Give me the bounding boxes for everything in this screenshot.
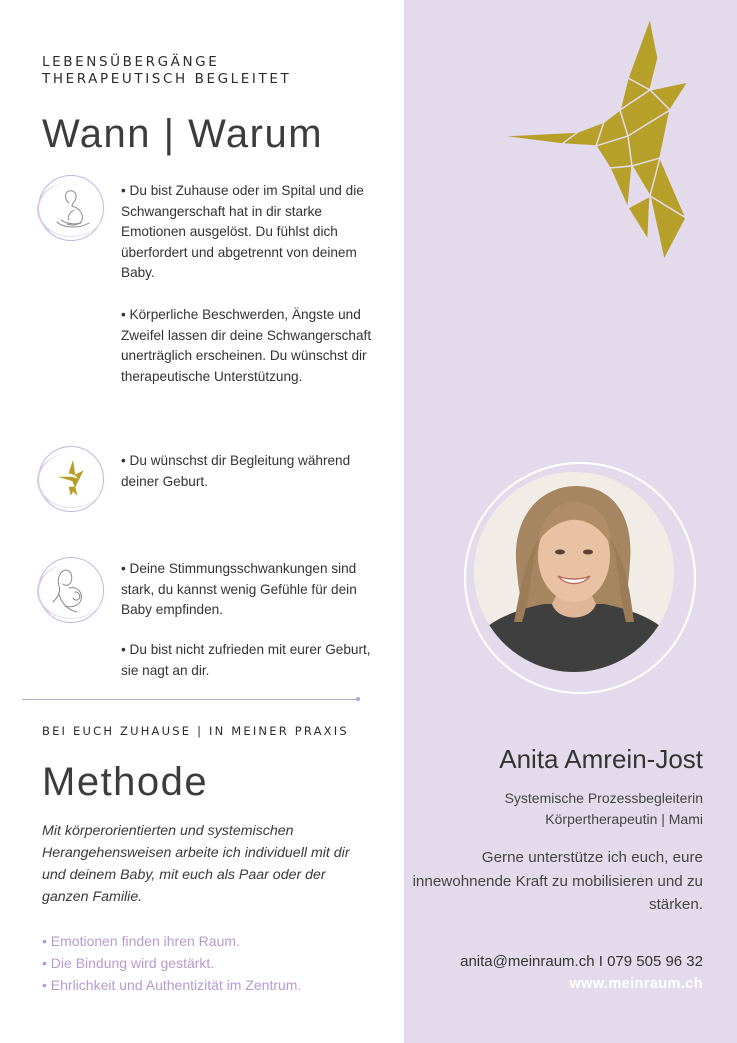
section-divider bbox=[22, 699, 358, 700]
website-link[interactable]: www.meinraum.ch bbox=[569, 976, 703, 992]
reason-2: • Körperliche Beschwerden, Ängste und Zweifel lassen dir deine Schwangerschaft unerträglich erscheinen. Du wünschst dir therapeutische Unterstützung. bbox=[121, 307, 372, 384]
method-description: Mit körperorientierten und systemischen Herangehensweisen arbeite ich individuell mit dir und deinem Baby, mit euch als Paar oder der ganzen Familie. bbox=[42, 823, 350, 905]
profile-role-2: Körpertherapeutin | Mami bbox=[545, 811, 703, 827]
reason-1: • Du bist Zuhause oder im Spital und die Schwangerschaft hat in dir starke Emotionen ausgelöst. Du fühlst dich überfordert und abgetrennt von deinem Baby. bbox=[121, 183, 364, 280]
contact-line[interactable]: anita@meinraum.ch I 079 505 96 32 bbox=[460, 953, 703, 970]
eyebrow-line-2: THERAPEUTISCH BEGLEITET bbox=[42, 71, 292, 87]
benefit-item: • Ehrlichkeit und Authentizität im Zentrum. bbox=[42, 977, 302, 993]
reason-3: • Du wünschst dir Begleitung während deiner Geburt. bbox=[121, 453, 351, 489]
portrait-photo bbox=[474, 472, 674, 672]
divider-dot bbox=[356, 697, 360, 701]
benefit-item: • Die Bindung wird gestärkt. bbox=[42, 955, 215, 971]
method-eyebrow: BEI EUCH ZUHAUSE | IN MEINER PRAXIS bbox=[42, 724, 349, 738]
pregnant-woman-icon bbox=[38, 175, 104, 241]
reason-5: • Du bist nicht zufrieden mit eurer Geburt, sie nagt an dir. bbox=[121, 642, 371, 678]
profile-role-1: Systemische Prozessbegleiterin bbox=[504, 790, 703, 806]
hummingbird-logo-icon bbox=[500, 18, 700, 268]
header-eyebrow bbox=[42, 54, 291, 88]
eyebrow-line-1: LEBENSÜBERGÄNGE bbox=[42, 54, 220, 70]
profile-name: Anita Amrein-Jost bbox=[499, 744, 703, 774]
hummingbird-icon bbox=[38, 446, 104, 512]
benefit-item: • Emotionen finden ihren Raum. bbox=[42, 933, 240, 949]
benefit-list bbox=[42, 930, 301, 996]
mother-child-icon bbox=[38, 557, 104, 623]
method-title: Methode bbox=[42, 760, 209, 804]
page-title: Wann | Warum bbox=[42, 112, 324, 156]
reason-4: • Deine Stimmungsschwankungen sind stark, du kannst wenig Gefühle für dein Baby empfinden. bbox=[121, 561, 357, 617]
profile-claim: Gerne unterstütze ich euch, eure innewohnende Kraft zu mobilisieren und zu stärken. bbox=[412, 849, 703, 913]
